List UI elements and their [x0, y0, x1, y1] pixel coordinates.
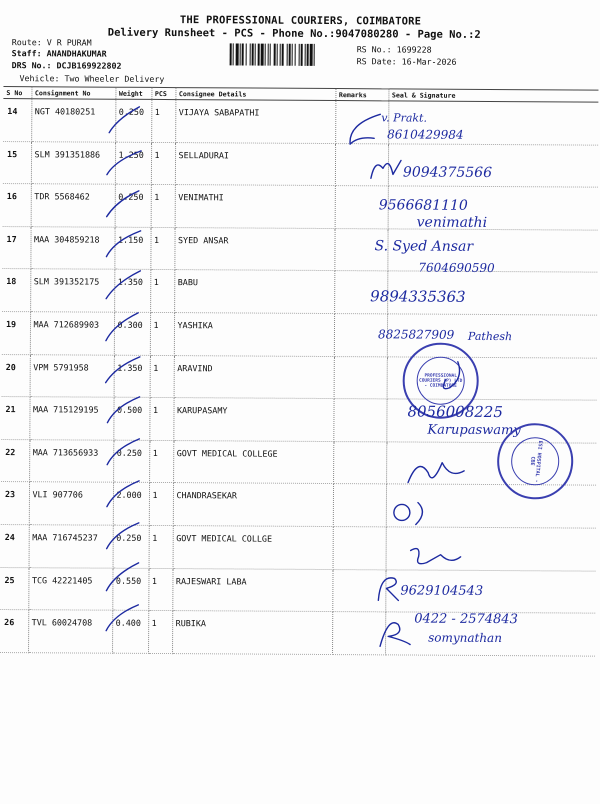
row-consignment-no: VPM 5791958	[30, 354, 114, 397]
handwritten-name-17: S. Syed Ansar	[374, 238, 474, 255]
signature-scribble-24	[407, 542, 467, 572]
row-consignee: RAJESWARI LABA	[172, 568, 332, 612]
row-consignee: BABU	[174, 270, 334, 314]
row-sno: 14	[3, 99, 31, 142]
row-sno: 16	[3, 184, 31, 227]
vehicle-line: Vehicle: Two Wheeler Delivery	[19, 73, 165, 85]
table-row	[1, 524, 596, 570]
row-consignee: KARUPASAMY	[173, 398, 333, 442]
handwritten-name-16: venimathi	[416, 214, 488, 231]
handwritten-name-14: v. Prakt.	[381, 111, 428, 125]
row-weight: 0.250	[115, 99, 151, 142]
row-consignee: ARAVIND	[174, 355, 334, 399]
row-sno: 20	[2, 354, 30, 397]
row-sno: 19	[2, 311, 30, 354]
row-pcs: 1	[150, 227, 174, 270]
table-row	[2, 226, 597, 272]
row-consignee: VIJAYA SABAPATHI	[175, 100, 335, 144]
col-consignee: Consignee Details	[175, 88, 335, 101]
row-remarks	[333, 484, 386, 527]
row-sno: 23	[1, 482, 29, 525]
company-seal-stamp: PROFESSIONAL COURIERS (P) LTD - COIMBATORE	[402, 342, 478, 418]
row-consignee: SELLADURAI	[175, 142, 335, 186]
handwritten-phone-17: 7604690590	[418, 260, 495, 276]
signature-scribble-20	[438, 358, 468, 398]
signature-scribble-15	[367, 154, 407, 184]
col-weight: Weight	[115, 87, 151, 99]
staff-line: Staff: ANANDHAKUMAR	[11, 48, 107, 59]
row-remarks	[334, 356, 387, 399]
row-pcs: 1	[150, 270, 174, 313]
row-pcs: 1	[148, 568, 172, 611]
row-pcs: 1	[149, 398, 173, 441]
route-line: Route: V R PURAM	[11, 37, 92, 48]
row-consignee: RUBIKA	[172, 611, 332, 655]
company-title: THE PROFESSIONAL COURIERS, COIMBATORE	[179, 14, 422, 28]
row-pcs: 1	[148, 611, 172, 654]
handwritten-phone-14: 8610429984	[387, 127, 464, 142]
row-weight: 0.550	[112, 568, 148, 611]
handwritten-phone-16: 9566681110	[378, 197, 468, 214]
handwritten-phone-25: 9629104543	[400, 583, 484, 599]
row-weight: 1.250	[115, 142, 151, 185]
row-consignment-no: TDR 5568462	[31, 184, 115, 227]
row-sno: 15	[3, 141, 31, 184]
row-sno: 25	[0, 567, 28, 610]
row-weight: 0.250	[113, 440, 149, 483]
signature-scribble-26	[374, 614, 414, 650]
row-consignment-no: NGT 40180251	[31, 99, 115, 142]
signature-scribble-22	[402, 452, 472, 492]
runsheet-title: Delivery Runsheet - PCS - Phone No.:9047080280 - Page No.:2	[107, 26, 481, 41]
row-weight: 0.250	[115, 184, 151, 227]
row-weight: 0.250	[113, 525, 149, 568]
row-weight: 2.000	[113, 483, 149, 526]
handwritten-phone-26: 0422 - 2574843	[414, 611, 518, 628]
handwritten-phone-18: 9894335363	[370, 287, 466, 306]
row-consignee: GOVT MEDICAL COLLGE	[173, 526, 333, 570]
handwritten-phone-21: 8056008225	[407, 402, 503, 422]
row-pcs: 1	[151, 142, 175, 185]
col-signature: Seal & Signature	[388, 89, 598, 102]
row-weight: 0.500	[113, 397, 149, 440]
handwritten-phone-19: 8825827909	[377, 327, 455, 342]
col-pcs: PCS	[151, 87, 175, 99]
row-weight: 1.350	[114, 270, 150, 313]
row-consignee: CHANDRASEKAR	[173, 483, 333, 527]
row-consignment-no: MAA 716745237	[29, 525, 113, 568]
row-pcs: 1	[151, 99, 175, 142]
handwritten-phone-15: 9094375566	[402, 164, 493, 182]
row-remarks	[333, 399, 386, 442]
col-remarks: Remarks	[335, 89, 388, 101]
row-pcs: 1	[150, 312, 174, 355]
row-consignee: YASHIKA	[174, 313, 334, 357]
row-consignee: SYED ANSAR	[174, 227, 334, 271]
rs-number: RS No.: 1699228	[356, 44, 432, 55]
table-row	[2, 354, 597, 400]
row-consignment-no: VLI 907706	[29, 482, 113, 525]
barcode	[230, 43, 354, 66]
table-row	[1, 482, 596, 528]
table-row	[2, 269, 597, 315]
rs-date: RS Date: 16-Mar-2026	[356, 56, 457, 67]
hospital-seal-stamp: ESI HOSPITAL - CBE	[494, 420, 577, 503]
row-weight: 1.350	[114, 355, 150, 398]
row-weight: 0.300	[114, 312, 150, 355]
row-consignment-no: SLM 391351886	[31, 141, 115, 184]
row-consignment-no: MAA 304859218	[30, 226, 114, 269]
row-pcs: 1	[151, 185, 175, 228]
runsheet-table	[0, 86, 598, 656]
row-sno: 17	[2, 226, 30, 269]
row-pcs: 1	[149, 525, 173, 568]
row-consignment-no: TVL 60024708	[28, 610, 112, 653]
table-row	[3, 184, 598, 230]
row-consignment-no: TCG 42221405	[28, 567, 112, 610]
table-row	[3, 141, 598, 187]
drs-line: DRS No.: DCJB169922802	[11, 60, 122, 71]
row-pcs: 1	[149, 440, 173, 483]
row-consignee: VENIMATHI	[175, 185, 335, 229]
row-remarks	[333, 441, 386, 484]
row-consignment-no: MAA 715129195	[29, 397, 113, 440]
row-sno: 18	[2, 269, 30, 312]
row-consignment-no: MAA 713656933	[29, 439, 113, 482]
handwritten-name-26: somynathan	[428, 630, 503, 646]
row-consignment-no: SLM 391352175	[30, 269, 114, 312]
col-consignment: Consignment No	[31, 87, 115, 100]
col-sno: S No	[3, 87, 31, 99]
row-consignment-no: MAA 712689903	[30, 312, 114, 355]
delivery-ticks	[96, 101, 169, 641]
row-weight: 0.400	[112, 610, 148, 653]
signature-scribble-14	[344, 110, 384, 150]
row-consignee: GOVT MEDICAL COLLEGE	[173, 440, 333, 484]
row-pcs: 1	[150, 355, 174, 398]
table-row	[3, 99, 598, 145]
row-sno: 26	[0, 610, 28, 653]
row-remarks	[333, 526, 386, 569]
row-pcs: 1	[149, 483, 173, 526]
handwritten-name-21: Karupaswamy	[427, 422, 521, 439]
row-sno: 24	[1, 524, 29, 567]
row-sno: 22	[1, 439, 29, 482]
handwritten-name-19: Pathesh	[467, 329, 513, 344]
row-weight: 1.150	[114, 227, 150, 270]
row-sno: 21	[1, 397, 29, 440]
table-row	[0, 567, 595, 613]
signature-scribble-23	[392, 498, 432, 528]
